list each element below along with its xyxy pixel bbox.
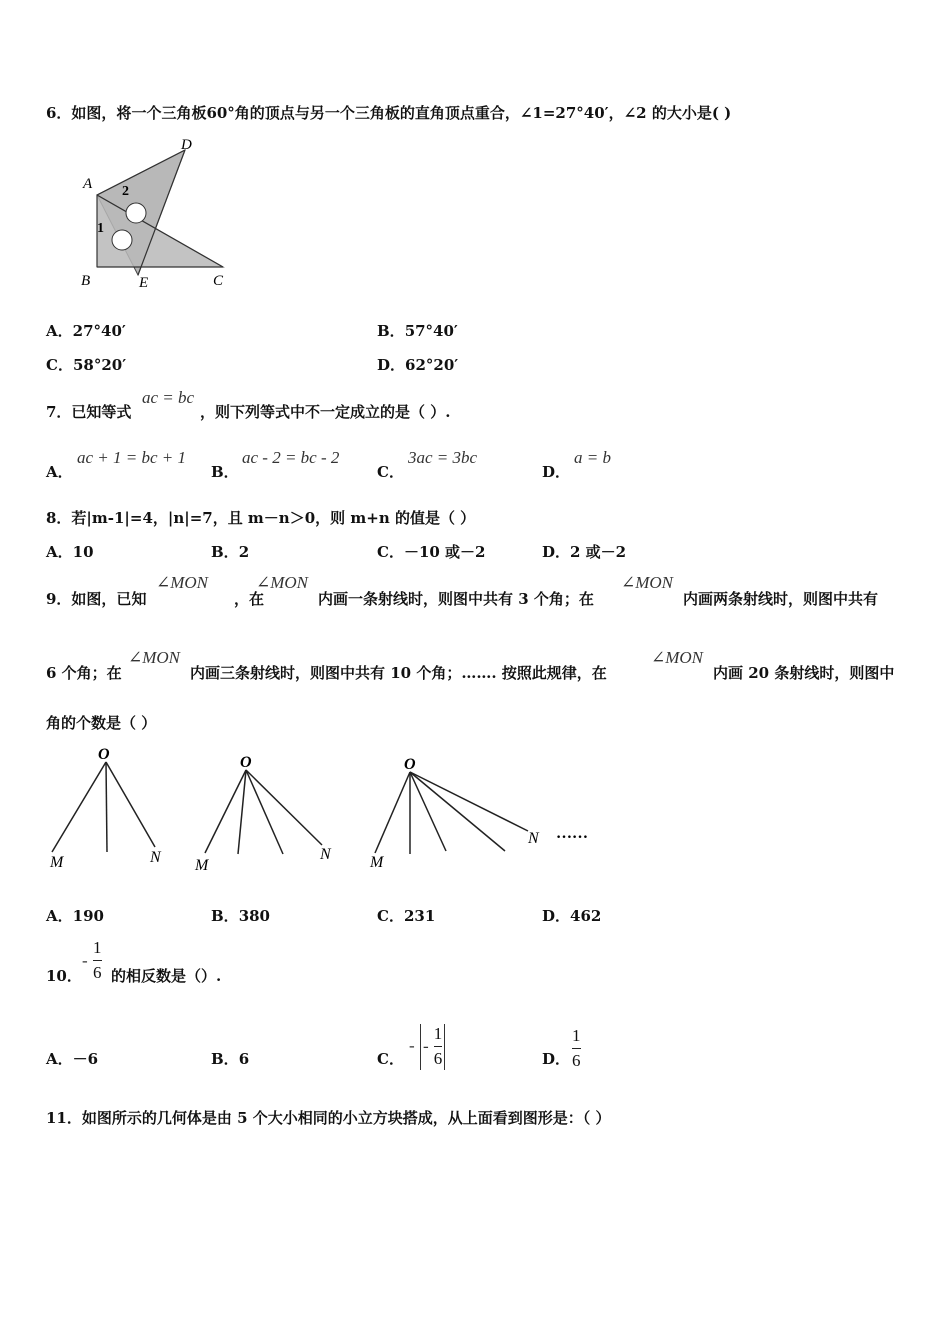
q8-stem: 8．若|m-1|=4，|n|=7，且 m－n＞0，则 m+n 的值是（ ）	[46, 509, 476, 527]
q9-option-d[interactable]: D．462	[542, 907, 602, 925]
q7-option-d-text[interactable]: a = b	[574, 448, 611, 467]
q9-text-7: 内画 20 条射线时，则图中	[713, 664, 895, 682]
q10-fraction	[93, 938, 102, 983]
label-o: O	[240, 754, 252, 771]
q9-text-1: 9．如图，已知	[46, 590, 147, 608]
ray-inner-2	[246, 770, 283, 854]
label-o: O	[404, 756, 416, 773]
q7-option-c-key[interactable]: C．	[377, 463, 404, 481]
q10-option-c-inner-minus: -	[423, 1036, 429, 1056]
q6-stem: 6．如图，将一个三角板60°角的顶点与另一个三角板的直角顶点重合，∠1=27°40′，∠2 的大小是( )	[46, 104, 732, 122]
q9-text-8: 角的个数是（ ）	[46, 714, 157, 732]
label-n: N	[320, 846, 331, 863]
q9-option-a[interactable]: A．190	[46, 907, 104, 925]
q10-option-c-denominator: 6	[433, 1049, 443, 1068]
ray-on	[410, 772, 528, 831]
q8-option-b[interactable]: B．2	[211, 543, 250, 561]
q9-option-c[interactable]: C．231	[377, 907, 436, 925]
label-a: A	[83, 176, 93, 192]
ray-inner-2	[410, 772, 446, 851]
fraction-bar	[434, 1046, 443, 1047]
q7-equation: ac = bc	[142, 388, 195, 407]
q7-stem-a: 7．已知等式	[46, 403, 132, 421]
q9-figure-3	[369, 756, 588, 871]
ray-om	[52, 762, 106, 852]
q10-option-d-numerator: 1	[572, 1026, 581, 1045]
ray-on	[106, 762, 155, 847]
angle-2-label: 2	[122, 184, 129, 199]
q10-option-d-fraction[interactable]	[572, 1026, 581, 1071]
q9-figure-1	[49, 746, 162, 871]
q10-denominator: 6	[93, 963, 102, 982]
ray-inner-3	[410, 772, 505, 851]
label-m: M	[370, 854, 384, 871]
q10-numerator: 1	[93, 938, 102, 957]
q9-text-6: 内画三条射线时，则图中共有 10 个角；……. 按照此规律，在	[190, 664, 607, 682]
q9-angle-2: ∠MON	[256, 573, 309, 592]
q8-option-a[interactable]: A．10	[46, 543, 94, 561]
ray-om	[375, 772, 410, 853]
fraction-bar	[93, 960, 102, 961]
q10-number: 10．	[46, 967, 82, 985]
ray-inner	[106, 762, 107, 852]
q9-text-3: 内画一条射线时，则图中共有 3 个角；在	[318, 590, 594, 608]
q6-option-a[interactable]: A．27°40′	[46, 322, 126, 340]
q7-option-c-text[interactable]: 3ac = 3bc	[408, 448, 478, 467]
q9-angle-3: ∠MON	[621, 573, 674, 592]
label-d: D	[181, 137, 192, 153]
q8-option-c[interactable]: C．－10 或－2	[377, 543, 486, 561]
label-e: E	[139, 275, 149, 290]
label-c: C	[213, 273, 224, 289]
q7-option-d-key[interactable]: D．	[542, 463, 571, 481]
hole-upper	[126, 203, 146, 223]
q9-text-4: 内画两条射线时，则图中共有	[683, 590, 879, 608]
q7-option-b-key[interactable]: B．	[211, 463, 239, 481]
q9-angle-1: ∠MON	[156, 573, 209, 592]
q7-stem-b: ，则下列等式中不一定成立的是（ ）.	[200, 403, 451, 421]
fraction-bar	[572, 1048, 581, 1049]
q10-option-c-abs[interactable]	[420, 1024, 445, 1070]
q8-option-d[interactable]: D．2 或－2	[542, 543, 627, 561]
q10-minus-sign: -	[82, 951, 88, 970]
q9-option-b[interactable]: B．380	[211, 907, 270, 925]
q9-angle-4: ∠MON	[128, 648, 181, 667]
q6-option-d[interactable]: D．62°20′	[377, 356, 459, 374]
q9-text-5: 6 个角；在	[46, 664, 122, 682]
label-m: M	[50, 854, 64, 871]
q10-option-c-key[interactable]: C．	[377, 1050, 404, 1068]
label-n: N	[150, 849, 161, 866]
q10-option-c-numerator: 1	[433, 1024, 443, 1043]
label-n: N	[528, 830, 539, 847]
q6-option-b[interactable]: B．57°40′	[377, 322, 458, 340]
ray-on	[246, 770, 322, 845]
q10-option-c-minus[interactable]: -	[409, 1036, 415, 1055]
q6-figure	[75, 135, 235, 290]
label-b: B	[81, 273, 91, 289]
label-m: M	[195, 857, 209, 874]
q9-angle-5: ∠MON	[651, 648, 704, 667]
q6-option-c[interactable]: C．58°20′	[46, 356, 127, 374]
q10-option-a[interactable]: A．－6	[46, 1050, 99, 1068]
q11-stem: 11．如图所示的几何体是由 5 个大小相同的小立方块搭成，从上面看到图形是：（ ）	[46, 1109, 611, 1127]
q10-option-d-key[interactable]: D．	[542, 1050, 571, 1068]
q9-text-2: ，在	[234, 590, 265, 608]
continuation-dots: ……	[556, 825, 588, 842]
q10-stem: 的相反数是（）.	[111, 967, 222, 985]
label-o: O	[98, 746, 110, 763]
q7-option-b-text[interactable]: ac - 2 = bc - 2	[242, 448, 340, 467]
hole-lower	[112, 230, 132, 250]
angle-1-label: 1	[97, 221, 104, 236]
q7-option-a-key[interactable]: A．	[46, 463, 73, 481]
q9-figure-2	[194, 754, 332, 874]
q9-figures	[40, 740, 610, 875]
q7-option-a-text[interactable]: ac + 1 = bc + 1	[77, 448, 187, 467]
q10-option-b[interactable]: B．6	[211, 1050, 250, 1068]
q10-option-d-denominator: 6	[572, 1051, 581, 1070]
